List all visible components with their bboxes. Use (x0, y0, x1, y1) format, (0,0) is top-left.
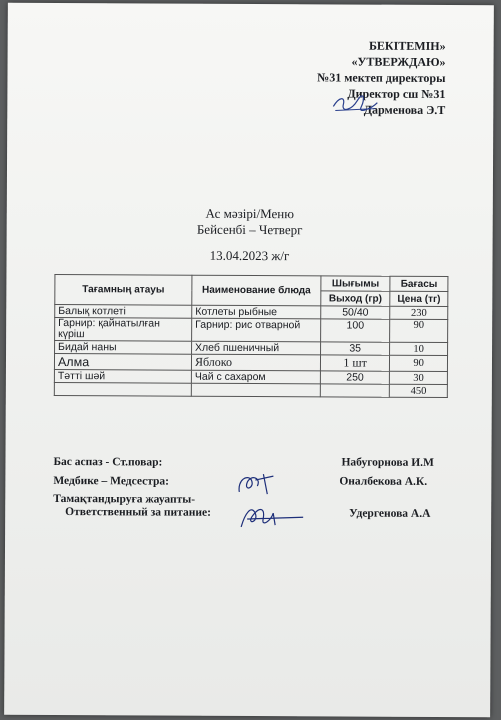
cell-name-kz: Гарнир: қайнатылған күріш (55, 317, 192, 341)
responsible-label-kz: Тамақтандыруға жауапты- (53, 492, 196, 506)
header-price-kz: Бағасы (390, 276, 448, 291)
table-row (55, 340, 448, 355)
cell-name-kz: Тәтті шәй (54, 369, 191, 383)
cell-yield: 35 (321, 342, 390, 355)
cell-name-ru: Чай с сахаром (191, 370, 320, 384)
header-yield-kz: Шығымы (321, 276, 390, 291)
menu-date: 13.04.2023 ж/г (209, 247, 290, 264)
approval-line-3: №31 мектеп директоры (317, 70, 446, 86)
chef-label: Бас аспаз - Ст.повар: (53, 455, 163, 469)
nurse-label: Медбике – Медсестра: (53, 474, 170, 488)
responsible-name: Удергенова А.А (349, 507, 431, 520)
cell-yield: 50/40 (321, 306, 390, 319)
approval-line-1: БЕКІТЕМІН» (368, 38, 446, 54)
nurse-signature-icon (233, 470, 281, 500)
header-yield-ru: Выход (гр) (321, 291, 390, 306)
header-price-ru: Цена (тг) (390, 291, 448, 306)
responsible-label-ru: Ответственный за питание: (65, 506, 211, 519)
cell-price: 230 (390, 306, 448, 319)
cell-yield: 100 (321, 319, 390, 342)
cell-price: 90 (390, 319, 448, 342)
cell-name-ru: Котлеты рыбные (192, 305, 321, 319)
total-price: 450 (390, 384, 448, 397)
menu-title: Ас мәзірі/Меню (205, 205, 294, 222)
chef-name: Набугорнова И.М (341, 456, 434, 469)
menu-table (54, 274, 449, 398)
approval-line-2: «УТВЕРЖДАЮ» (351, 54, 446, 70)
cell-name-ru: Хлеб пшеничный (192, 341, 321, 355)
header-name-ru: Наименование блюда (192, 275, 321, 306)
cell-name-ru: Гарнир: рис отварной (192, 318, 321, 342)
cell-name-kz: Бидай наны (55, 340, 192, 354)
approval-line-4: Директор сш №31 (347, 86, 446, 102)
table-row (55, 317, 448, 342)
nurse-name: Оналбекова А.К. (339, 475, 428, 488)
cell-name-ru: Яблоко (191, 354, 320, 371)
responsible-signature-icon (237, 501, 307, 533)
cell-name-kz: Балық котлеті (55, 304, 192, 318)
cell-price: 90 (390, 355, 448, 371)
cell-price: 30 (390, 371, 448, 384)
director-signature-icon (331, 92, 379, 114)
cell-name-kz: Алма (54, 353, 191, 370)
total-row (54, 382, 447, 397)
cell-price: 10 (390, 342, 448, 355)
cell-yield: 1 шт (320, 355, 389, 371)
cell-yield: 250 (320, 371, 389, 384)
menu-day: Бейсенбі – Четверг (196, 221, 303, 238)
approval-line-5: Дарменова Э.Т (363, 102, 446, 118)
header-name-kz: Тағамның атауы (55, 274, 192, 305)
menu-document (4, 3, 494, 718)
